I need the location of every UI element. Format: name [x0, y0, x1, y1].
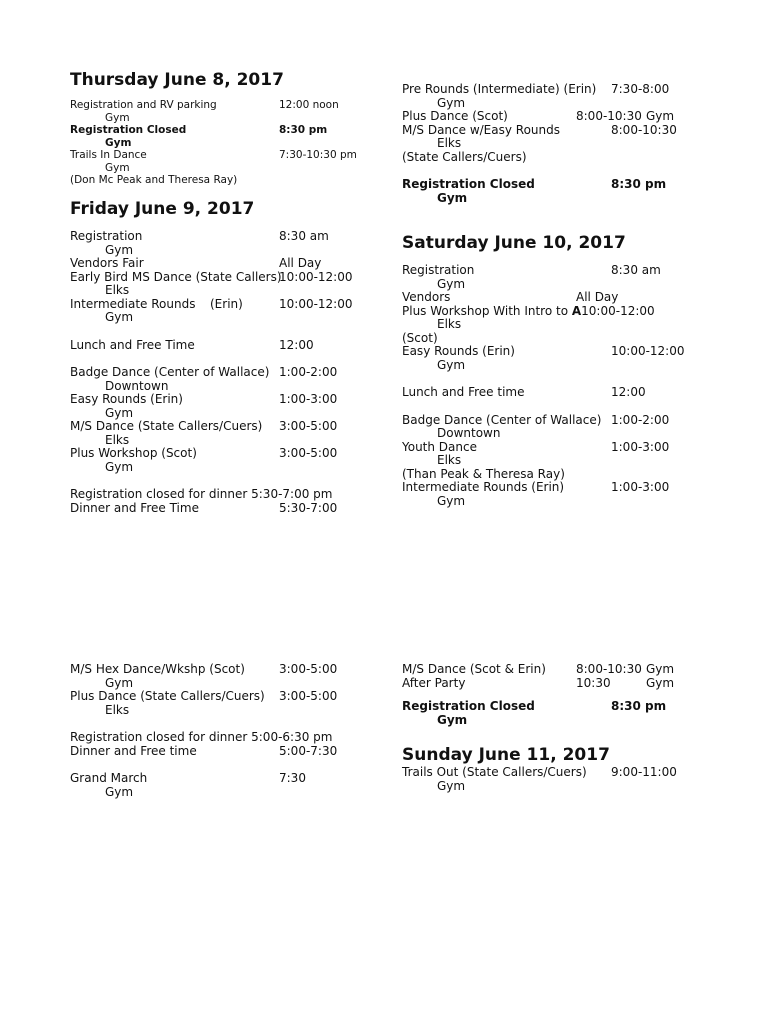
schedule-row: [70, 488, 370, 502]
schedule-row: [70, 745, 370, 759]
schedule-row: [70, 393, 370, 407]
event-time: 1:00-2:00: [611, 412, 670, 427]
event-name: Plus Dance (Scot): [402, 109, 508, 123]
event-location: Gym: [105, 111, 130, 124]
event-time: 3:00-5:00: [279, 446, 338, 460]
event-time: 8:00-10:30: [576, 109, 642, 123]
event-location: Elks: [437, 453, 462, 467]
event-location: Gym: [105, 405, 134, 420]
event-location: Gym: [437, 712, 468, 727]
event-location: Gym: [646, 662, 675, 676]
event-time: 12:00 noon: [279, 99, 339, 111]
schedule-row: [402, 766, 702, 780]
event-location: Gym: [646, 109, 675, 123]
schedule-row: [402, 414, 702, 428]
event-note: (Scot): [402, 330, 438, 345]
schedule-row: [70, 124, 370, 137]
event-name: M/S Dance w/Easy Rounds: [402, 122, 561, 137]
schedule-row: [70, 690, 370, 704]
event-name: After Party: [402, 675, 466, 690]
saturday-evening-section: [402, 663, 702, 727]
schedule-row: [402, 110, 702, 124]
event-name: Easy Rounds (Erin): [70, 392, 183, 406]
event-name: M/S Hex Dance/Wkshp (Scot): [70, 662, 245, 676]
schedule-row: [402, 677, 702, 691]
saturday-afternoon-section: [70, 663, 370, 799]
event-time: 10:00-12:00: [279, 269, 353, 284]
event-name: Badge Dance (Center of Wallace): [70, 365, 270, 379]
event-location: Gym: [437, 190, 468, 205]
event-name: Registration Closed: [70, 124, 187, 136]
event-name: Lunch and Free time: [402, 385, 525, 399]
event-location: Gym: [105, 136, 132, 149]
event-time: 10:30: [576, 675, 611, 690]
event-location: Downtown: [105, 378, 169, 393]
event-time: 8:30 pm: [279, 124, 328, 136]
event-time: 12:00: [611, 385, 646, 399]
event-time: All Day: [279, 256, 322, 270]
event-location: Gym: [437, 95, 466, 110]
schedule-row: [70, 731, 370, 745]
schedule-row: [402, 481, 702, 495]
schedule-row: [70, 339, 370, 353]
event-name: Registration closed for dinner 5:30-7:00 pm: [70, 487, 333, 501]
event-location: Elks: [105, 283, 130, 297]
event-location: Gym: [105, 675, 134, 690]
saturday-heading: Saturday June 10, 2017: [402, 233, 626, 253]
event-name: Badge Dance (Center of Wallace): [402, 412, 602, 427]
schedule-row: [402, 386, 702, 400]
schedule-row: [70, 366, 370, 380]
event-name: Intermediate Rounds (Erin): [402, 480, 565, 494]
event-location: Elks: [437, 136, 462, 150]
event-time: 3:00-5:00: [279, 419, 338, 433]
event-name: Youth Dance: [402, 439, 477, 454]
event-location: Gym: [105, 784, 134, 799]
event-time: 3:00-5:00: [279, 689, 338, 703]
friday-evening-section: [402, 83, 702, 205]
event-time: 9:00-11:00: [611, 765, 677, 779]
event-time: 8:30 pm: [611, 699, 667, 713]
event-name: Lunch and Free Time: [70, 337, 195, 352]
event-location: Gym: [437, 357, 466, 372]
sunday-section: [402, 744, 702, 793]
schedule-row: [70, 230, 370, 244]
event-location: Gym: [105, 161, 130, 174]
event-time: 5:30-7:00: [279, 500, 338, 515]
schedule-row: [70, 257, 370, 271]
event-time: 1:00-3:00: [611, 439, 670, 454]
schedule-row: [70, 447, 370, 461]
schedule-row: [70, 663, 370, 677]
schedule-row: [70, 420, 370, 434]
event-name: Vendors Fair: [70, 256, 144, 270]
friday-section: [70, 198, 370, 515]
event-leader: (Erin): [210, 296, 243, 311]
event-location: Elks: [105, 702, 130, 717]
schedule-row: [402, 663, 702, 677]
event-note: (Don Mc Peak and Theresa Ray): [70, 174, 238, 186]
event-name: Plus Dance (State Callers/Cuers): [70, 689, 265, 703]
event-time: 8:30 am: [279, 229, 329, 243]
event-name: Pre Rounds (Intermediate) (Erin): [402, 82, 597, 96]
event-name: Registration: [402, 263, 475, 277]
event-note: (State Callers/Cuers): [402, 149, 527, 164]
event-name: M/S Dance (State Callers/Cuers): [70, 419, 263, 433]
event-time: 1:00-2:00: [279, 365, 338, 379]
event-name: Early Bird MS Dance (State Callers): [70, 269, 282, 284]
event-location: Gym: [437, 276, 466, 291]
event-name: Registration Closed: [402, 177, 535, 191]
event-location: Gym: [105, 310, 134, 324]
event-name-bold: A: [571, 303, 582, 318]
thursday-section: [70, 69, 370, 187]
event-name: Registration Closed: [402, 699, 535, 713]
thursday-heading: Thursday June 8, 2017: [70, 70, 284, 90]
schedule-row: [402, 264, 702, 278]
schedule-row: [402, 83, 702, 97]
event-time: 1:00-3:00: [611, 480, 670, 494]
event-name: Dinner and Free Time: [70, 500, 199, 515]
event-name: Intermediate Rounds: [70, 296, 196, 311]
event-time: 10:00-12:00: [611, 344, 685, 358]
event-location: Downtown: [437, 426, 501, 440]
event-name: Vendors: [402, 290, 451, 304]
event-location: Gym: [437, 778, 466, 793]
schedule-row: [402, 291, 702, 305]
event-name: Dinner and Free time: [70, 743, 197, 758]
event-time: 8:00-10:30: [611, 122, 677, 137]
event-name: Plus Workshop (Scot): [70, 446, 197, 460]
saturday-section: [402, 232, 702, 508]
event-name: Trails Out (State Callers/Cuers): [402, 765, 587, 779]
sunday-heading: Sunday June 11, 2017: [402, 745, 610, 765]
schedule-row: [402, 345, 702, 359]
schedule-row: [70, 271, 370, 285]
friday-heading: Friday June 9, 2017: [70, 199, 255, 219]
schedule-row: [70, 772, 370, 786]
event-name: Registration and RV parking: [70, 99, 217, 111]
event-time: 7:30-8:00: [611, 82, 670, 96]
event-name: Registration closed for dinner 5:00-6:30 pm: [70, 730, 333, 744]
event-location: Gym: [437, 493, 466, 508]
event-name: Grand March: [70, 771, 148, 785]
schedule-row: [70, 99, 370, 112]
event-time: 7:30-10:30 pm: [279, 149, 357, 161]
schedule-row: [70, 298, 370, 312]
schedule-row: [402, 124, 702, 138]
event-name: Registration: [70, 229, 143, 243]
schedule-row: [402, 441, 702, 455]
event-time: All Day: [576, 290, 619, 304]
event-name: Trails In Dance: [70, 149, 147, 161]
event-name: Easy Rounds (Erin): [402, 344, 515, 358]
schedule-row: [402, 305, 702, 319]
event-location: Elks: [437, 317, 462, 331]
event-time: 10:00-12:00: [581, 303, 655, 318]
event-location: Gym: [105, 459, 134, 474]
schedule-row: [402, 700, 702, 714]
event-time: 1:00-3:00: [279, 392, 338, 406]
event-time: 7:30: [279, 771, 306, 785]
event-location: Gym: [646, 675, 675, 690]
schedule-row: [70, 149, 370, 162]
event-time: 8:00-10:30: [576, 662, 642, 676]
event-location: Gym: [105, 242, 134, 257]
event-name: Plus Workshop With Intro to: [402, 303, 572, 318]
event-time: 5:00-7:30: [279, 743, 338, 758]
event-time: 3:00-5:00: [279, 662, 338, 676]
event-location: Elks: [105, 432, 130, 447]
event-note: (Than Peak & Theresa Ray): [402, 466, 565, 481]
schedule-row: [70, 502, 370, 516]
event-time: 10:00-12:00: [279, 296, 353, 311]
event-time: 8:30 am: [611, 263, 661, 277]
schedule-row: [402, 178, 702, 192]
event-time: 12:00: [279, 337, 314, 352]
event-name: M/S Dance (Scot & Erin): [402, 662, 546, 676]
event-time: 8:30 pm: [611, 177, 667, 191]
